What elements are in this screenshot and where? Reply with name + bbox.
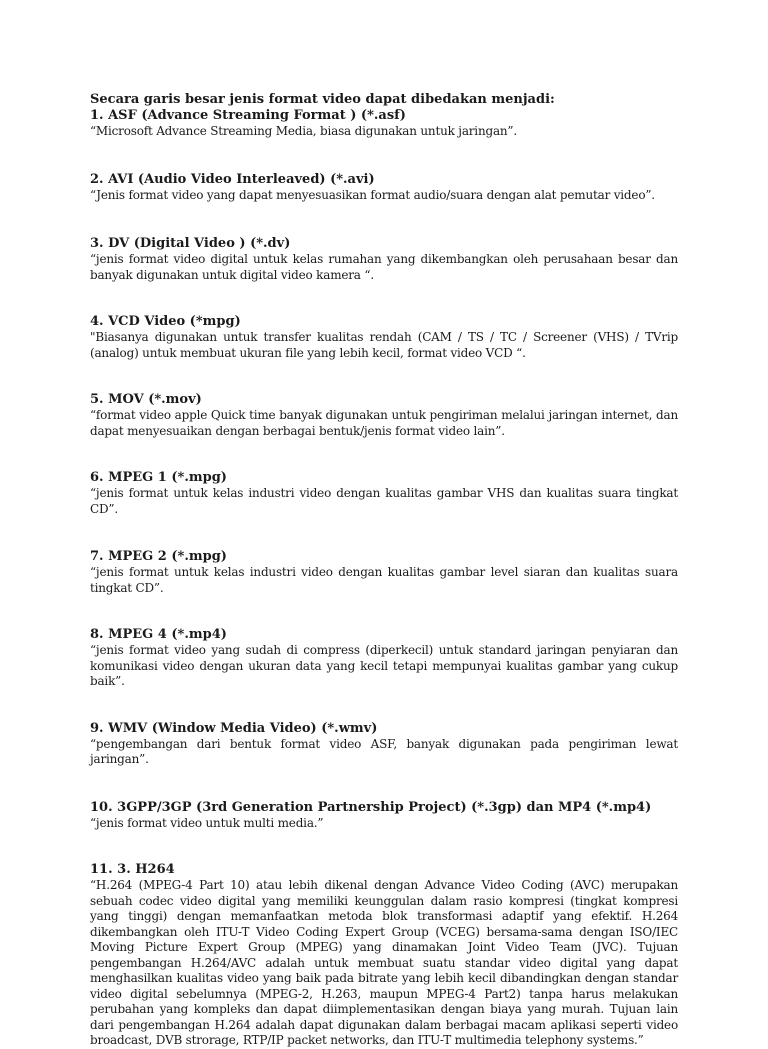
format-item-mpeg1 [90, 470, 678, 517]
format-item-asf [90, 108, 678, 140]
format-item-mpeg2 [90, 549, 678, 596]
item-title: 7. MPEG 2 (*.mpg) [90, 549, 227, 564]
item-title: 11. 3. H264 [90, 862, 175, 877]
item-description: “format video apple Quick time banyak digunakan untuk pengiriman melalui jaringan internet, dan dapat menyesuaikan dengan berbagai bentuk/jenis format video lain”. [90, 408, 678, 438]
item-description: “pengembangan dari bentuk format video ASF, banyak digunakan pada pengiriman lewat jaringan”. [90, 736, 678, 766]
document-page [90, 92, 678, 1049]
format-item-3gp [90, 800, 678, 832]
item-description: “jenis format video untuk multi media.” [90, 815, 324, 830]
format-item-mpeg4 [90, 627, 678, 690]
item-description: “H.264 (MPEG-4 Part 10) atau lebih dikenal dengan Advance Video Coding (AVC) merupakan sebuah codec video digital yang memiliki keunggulan dalam rasio kompresi (tingkat kompresi yang tinggi) dengan memanfaatkan metoda blok transformasi adaptif yang efektif. H.264 dikembangkan oleh ITU-T Video Coding Expert Group (VCEG) bersama-sama dengan ISO/IEC Moving Picture Expert Group (MPEG) yang dinamakan Joint Video Team (JVC). Tujuan pengembangan H.264/AVC adalah untuk membuat suatu standar video digital yang dapat menghasilkan kualitas video yang baik pada bitrate yang lebih kecil dibandingkan dengan standar video digital sebelumnya (MPEG-2, H.263, maupun MPEG-4 Part2) tanpa harus melakukan perubahan yang kompleks dan dapat diimplementasikan dengan biaya yang murah. Tujuan lain dari pengembangan H.264 adalah dapat digunakan dalam berbagai macam aplikasi seperti video broadcast, DVB strorage, RTP/IP packet networks, dan ITU-T multimedia telephony systems.” [90, 878, 678, 1047]
item-title: 1. ASF (Advance Streaming Format ) (*.asf) [90, 108, 406, 123]
item-description: “Jenis format video yang dapat menyesuasikan format audio/suara dengan alat pemutar video”. [90, 187, 655, 202]
format-item-vcd [90, 314, 678, 361]
item-description: “jenis format video yang sudah di compress (diperkecil) untuk standard jaringan penyiaran dan komunikasi video dengan ukuran data yang kecil tetapi mempunyai kualitas gambar yang cukup baik”. [90, 643, 678, 688]
intro-heading: Secara garis besar jenis format video dapat dibedakan menjadi: [90, 92, 555, 107]
item-title: 5. MOV (*.mov) [90, 392, 202, 407]
item-description: “jenis format untuk kelas industri video dengan kualitas gambar level siaran dan kualitas suara tingkat CD”. [90, 565, 678, 595]
item-title: 10. 3GPP/3GP (3rd Generation Partnership Project) (*.3gp) dan MP4 (*.mp4) [90, 799, 652, 815]
format-item-avi [90, 172, 678, 204]
item-description: “Microsoft Advance Streaming Media, biasa digunakan untuk jaringan”. [90, 124, 517, 138]
item-title: 6. MPEG 1 (*.mpg) [90, 470, 227, 485]
item-description: “jenis format untuk kelas industri video dengan kualitas gambar VHS dan kualitas suara tingkat CD”. [90, 486, 678, 516]
item-title: 9. WMV (Window Media Video) (*.wmv) [90, 720, 378, 736]
format-item-h264 [90, 862, 678, 1049]
item-title: 4. VCD Video (*mpg) [90, 314, 241, 329]
item-description: "Biasanya digunakan untuk transfer kualitas rendah (CAM / TS / TC / Screener (VHS) / TVrip (analog) untuk membuat ukuran file yang lebih kecil, format video VCD “. [90, 330, 678, 360]
format-item-wmv [90, 721, 678, 768]
format-item-dv [90, 236, 678, 283]
item-title: 8. MPEG 4 (*.mp4) [90, 627, 227, 642]
item-description: “jenis format video digital untuk kelas rumahan yang dikembangkan oleh perusahaan besar dan banyak digunakan untuk digital video kamera “. [90, 252, 678, 282]
format-item-mov [90, 392, 678, 439]
item-title: 3. DV (Digital Video ) (*.dv) [90, 236, 291, 251]
item-title: 2. AVI (Audio Video Interleaved) (*.avi) [90, 171, 375, 187]
